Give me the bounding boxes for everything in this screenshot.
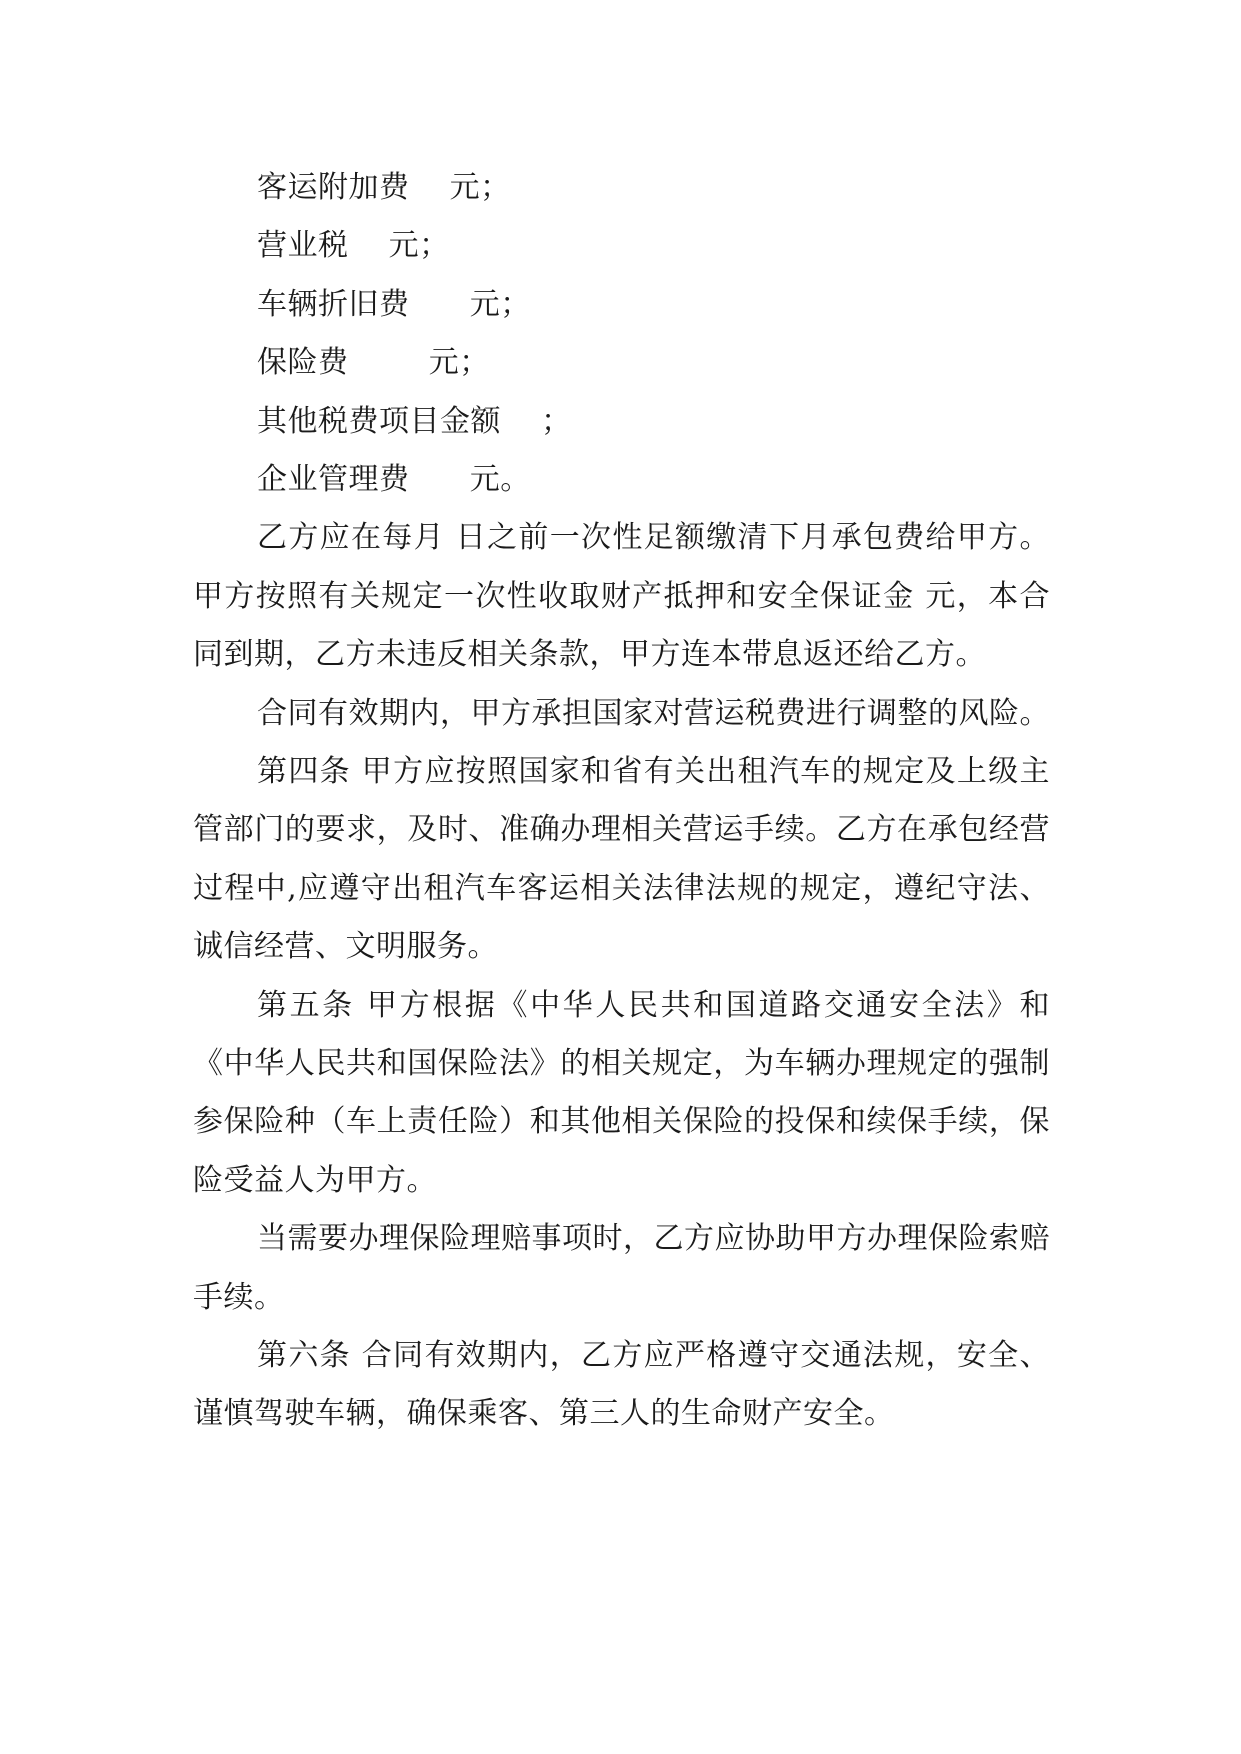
fee-item-insurance: 保险费 元； [257, 345, 490, 381]
fee-item-other-taxes: 其他税费项目金额 ； [257, 403, 572, 439]
paragraph-article-6: 第六条 合同有效期内，乙方应严格遵守交通法规，安全、谨慎驾驶车辆，确保乘客、第三人的生命财产安全。 [193, 1338, 1050, 1432]
paragraph-article-4: 第四条 甲方应按照国家和省有关出租汽车的规定及上级主管部门的要求，及时、准确办理相关营运手续。乙方在承包经营过程中,应遵守出租汽车客运相关法律法规的规定，遵纪守法、诚信经营、文明服务。 [193, 753, 1050, 965]
paragraph-article-5: 第五条 甲方根据《中华人民共和国道路交通安全法》和《中华人民共和国保险法》的相关规定，为车辆办理规定的强制参保险种（车上责任险）和其他相关保险的投保和续保手续，保险受益人为甲方。 [193, 987, 1050, 1198]
document-body [193, 159, 1050, 1444]
paragraph-tax-risk: 合同有效期内，甲方承担国家对营运税费进行调整的风险。 [257, 695, 1050, 731]
fee-item-management: 企业管理费 元。 [257, 461, 531, 497]
fee-item-passenger-surcharge: 客运附加费 元； [257, 170, 511, 205]
paragraph-insurance-claims: 当需要办理保险理赔事项时，乙方应协助甲方办理保险索赔手续。 [193, 1221, 1050, 1315]
fee-item-depreciation: 车辆折旧费 元； [257, 286, 531, 322]
paragraph-payment-terms: 乙方应在每月 日之前一次性足额缴清下月承包费给甲方。甲方按照有关规定一次性收取财产抵押和安全保证金 元，本合同到期，乙方未违反相关条款，甲方连本带息返还给乙方。 [193, 520, 1050, 673]
fee-item-business-tax: 营业税 元； [257, 228, 450, 264]
